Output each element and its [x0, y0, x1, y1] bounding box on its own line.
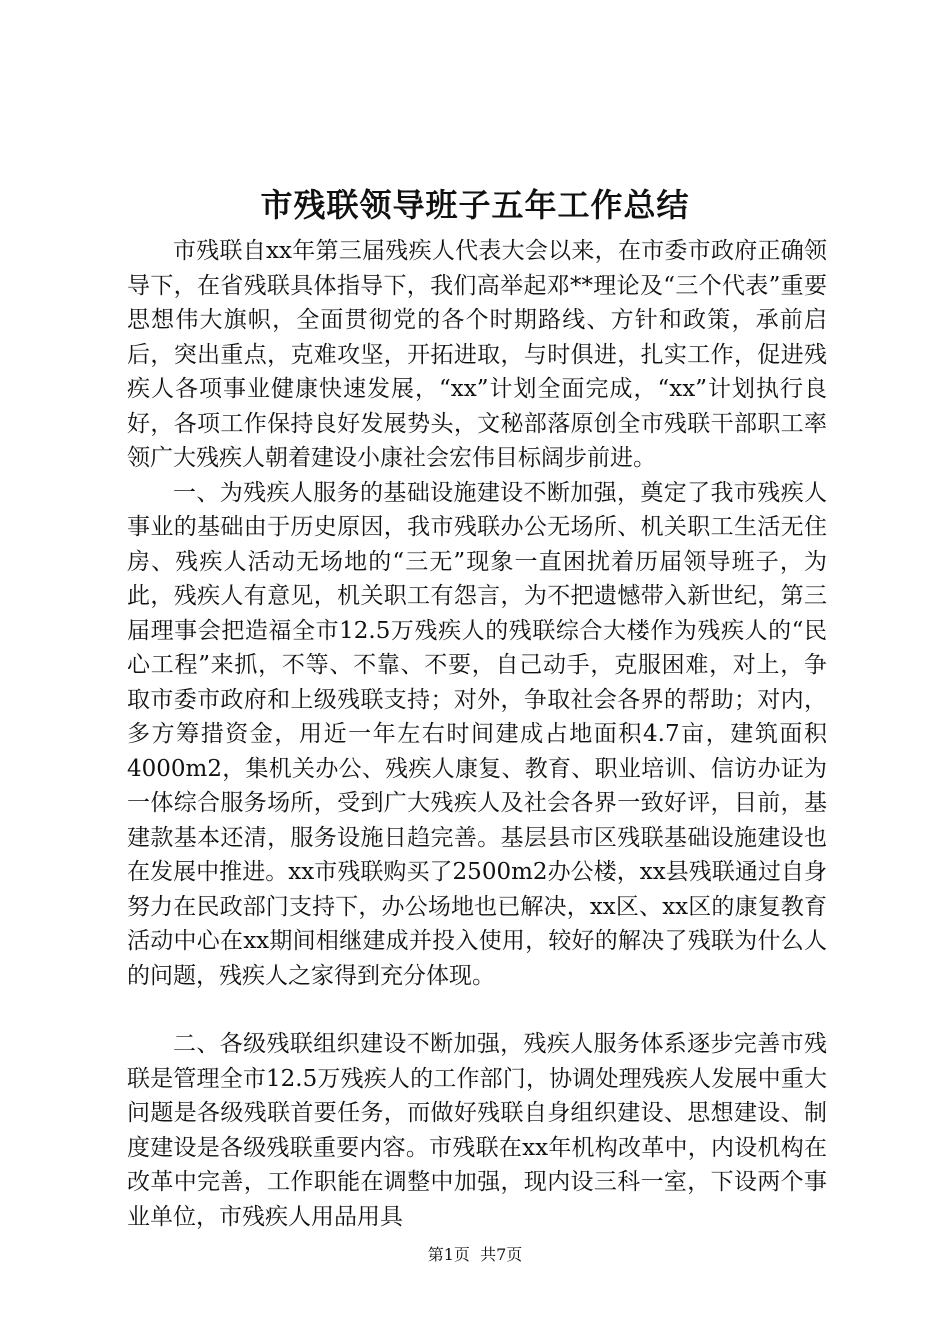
document-title: 市残联领导班子五年工作总结 [260, 186, 690, 224]
paragraph-intro: 市残联自xx年第三届残疾人代表大会以来，在市委市政府正确领导下，在省残联具体指导下，我们高举起邓**理论及“三个代表”重要思想伟大旗帜，全面贯彻党的各个时期路线、方针和政策，承前启后，突出重点，克难攻坚，开拓进取，与时俱进，扎实工作，促进残疾人各项事业健康快速发展，“xx”计划全面完成，“xx”计划执行良好，各项工作保持良好发展势头，文秘部落原创全市残联干部职工率领广大残疾人朝着建设小康社会宏伟目标阔步前进。 [127, 238, 827, 471]
page-number: 第1页 [427, 1245, 470, 1264]
paragraph-section-1: 一、为残疾人服务的基础设施建设不断加强，奠定了我市残疾人事业的基础由于历史原因，我市残联办公无场所、机关职工生活无住房、残疾人活动无场地的“三无”现象一直困扰着历届领导班子，为此，残疾人有意见，机关职工有怨言，为不把遗憾带入新世纪，第三届理事会把造福全市12.5万残疾人的残联综合大楼作为残疾人的“民心工程”来抓，不等、不靠、不要，自己动手，克服困难，对上，争取市委市政府和上级残联支持；对外，争取社会各界的帮助；对内，多方筹措资金，用近一年左右时间建成占地面积4.7亩，建筑面积4000m2，集机关办公、残疾人康复、教育、职业培训、信访办证为一体综合服务场所，受到广大残疾人及社会各界一致好评，目前，基建款基本还清，服务设施日趋完善。基层县市区残联基础设施建设也在发展中推进。xx市残联购买了2500m2办公楼，xx县残联通过自身努力在民政部门支持下，办公场地也已解决，xx区、xx区的康复教育活动中心在xx期间相继建成并投入使用，较好的解决了残联为什么人的问题，残疾人之家得到充分体现。 [127, 479, 827, 989]
paragraph-section-2: 二、各级残联组织建设不断加强，残疾人服务体系逐步完善市残联是管理全市12.5万残疾人的工作部门，协调处理残疾人发展中重大问题是各级残联首要任务，而做好残联自身组织建设、思想建设、制度建设是各级残联重要内容。市残联在xx年机构改革中，内设机构在改革中完善，工作职能在调整中加强，现内设三科一室，下设两个事业单位，市残疾人用品用具 [127, 1031, 827, 1230]
page-total: 共7页 [480, 1245, 523, 1264]
document-body [127, 234, 827, 1234]
page-footer [0, 1243, 950, 1267]
